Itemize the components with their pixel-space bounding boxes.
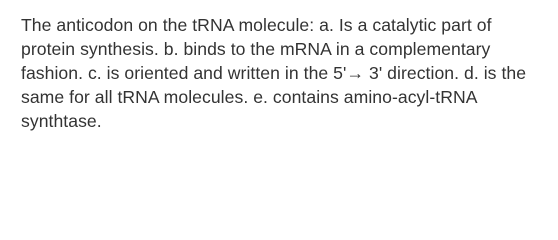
- question-line-1: The anticodon on the tRNA molecule: a. Is a catalytic part of: [21, 15, 492, 35]
- question-line-3: fashion. c. is oriented and written in the 5'→ 3' direction. d. is the: [21, 63, 527, 83]
- question-line-2: protein synthesis. b. binds to the mRNA in a complementary: [21, 39, 491, 59]
- question-line-4: same for all tRNA molecules. e. contains amino-acyl-tRNA: [21, 87, 478, 107]
- question-text: [21, 13, 551, 133]
- question-line-5: synthtase.: [21, 111, 102, 131]
